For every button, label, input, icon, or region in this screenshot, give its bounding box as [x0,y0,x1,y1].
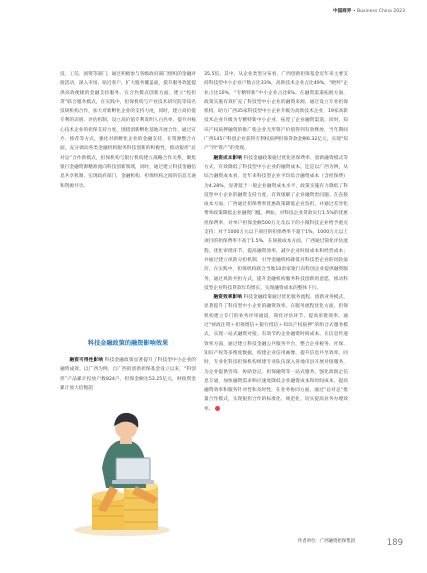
right-column [204,70,348,414]
end-mark-icon [215,406,220,411]
right-paragraph-3 [204,293,348,414]
paragraph-text: 科技金融政策通过优化服务流程、创新业务模式，显著提升了科技型中小企业的融资效率。在服务流程优化方面，担保机构建立专门的业务评审通道，简化评估环节，提高审批效率。通过“财政注资＋担保增信＋银行授信＋知识产权质押”的组合式服务模式，实现一站式融资对接。有效节约企业融资时间成本。在信息传递效率方面，通过建立科技金融公共服务平台，整合企业税务、社保、知识产权等多维度数据，构建企业信用画像，提升信息共享效率。同时，专业化科技担保机构组建专业队伍深入各地市县开展对接服务，为企业提供咨询、协助登记、担保融资等一站式服务。强化政银企信息互通，加快融资需求响应速度降低企业融资成本和时间成本，提高融资效率和服务针对性和及时性，在业务协同方面，通过“总对总”批量合作模式，实现银担合作的标准化、规范化，切实提高业务办理效率。 [204,295,348,412]
right-paragraph-2 [204,154,348,293]
paragraph-text: 科技金融政策显著提升了科技型中小企业的融资成效。以广西为例，自广西的创新担保基金设立以来，“科创担”产品累计投放户数824户，担保金额达53.25亿元，财政资金累计放大倍数超 [60,358,196,391]
laptop [112,458,154,484]
paragraph-lead: 融资效率影响 [213,295,242,301]
running-header [333,8,405,14]
header-brand: 中国商界 [332,9,352,14]
author-affiliation: 作者单位：广西融资担保集团 [297,539,355,544]
right-paragraph-1: 35.5倍。其中，从企业类型分布看，广西创新担保基金近年来主要支持科技型中小企业户数占比33%，高新技术企业占比49%，“瞪羚”企业占比10%，“专精特新”中小企业占比6%。在融资渠道拓展方面，政策实施有效扩充了科技型中小企业的融资来源，通过设立专业担保机构，助力广西35家科技型中小企业升级为高新技术企业，19家高新技术企业升级为专精特新中小企业，拓宽了企业融资渠道。同时，知识产权质押融资的推广使企业无形资产价值得到有效释放，当年期间广西145户科创企业获得专利权质押担保贷款金额6.32亿元，实现“知产”到“资产”的变现。 [204,72,348,152]
left-column-bottom [60,356,196,393]
header-tail: • Business China 2023 [352,9,405,14]
paragraph-lead: 融资成本影响 [213,155,242,161]
paragraph-text: 科技金融政策通过优化担保费率、创新融资模式等方式，有效降低了科技型中小企业的融资成本。还是以广西为例，从综合融资成本看，近年来科技型企业平均综合融资成本（含担保费）为4.28%，显著低于一般企业融资成本水平，政策实施有力降低了科技型中小企业的融资支持力度，有效缓解了企业融资贵问题。在直接成本方面，广西通过担保费率优惠政策降低企业负担，并通过差异化费率政策降低企业融资门槛。例如，对科技企业贷款实行1.5%的优惠担保费率，对单户担保金额500万元及以下的小微科技企业给予重点支持；对于1000万元以下项目的担保费率不超于1%，1000万元以上项目的担保费率不高于1.5%，在间接成本方面，广西通过简化评估流程，优化审批环节，提高融资效率，减少企业时间成本和经营成本；并通过建立风险分担机制，引导金融机构降低对科技型企业的风险溢价。在实践中，担保机构联合当地10余家银行向科创企业提供融资服务，通过风险共担方式，提升金融机构服务科技创新的意愿，推动科技型企业科技贷款年均增长，实现融资成本的整体下行。 [204,155,348,291]
coin-stack-right [124,481,158,530]
paragraph-lead: 融资可得性影响 [69,358,104,363]
page-number: 189 [386,538,403,548]
left-paragraph-2 [60,356,196,393]
section-title: 科技金融政策的融资影响效果 [87,340,169,347]
illustration-person-on-coins [62,398,194,538]
left-column-top [60,70,196,191]
left-paragraph-1: 技、工信、国资等部门，通过积极参与各级政府部门组织的金融对接活动，深入市场，贴近客户，扩大服务覆盖面，提升服务效能提供高效便捷的金融支持服务。在合作模式创新方面，建立“投担贷”联合服务模式，在实践中，担保机构与产业技术研究院等知名技研机构合作，加大对新孵化企业的支持力度，同时，建立高价值专利的识别、评估机制，设立高价值专利发明人白名单，提升对核心技术企业的担保支持力度，围绕创新孵化基地开展合作，通过宣介、推荐等方式，强化对新孵化企业的金融支持，在资源整合方面，充分调动各类金融机构服务科技创新的积极性，推动银担“总对总”合作新模式，担保机构与银行机构建立战略合作关系，聚焦银行金融资源精准流向科技创新领域，同时，通过建立科技金融信息共享机制，实现政府部门、金融机构、担保机构之间的信息互通和资源共享。 [60,72,196,189]
